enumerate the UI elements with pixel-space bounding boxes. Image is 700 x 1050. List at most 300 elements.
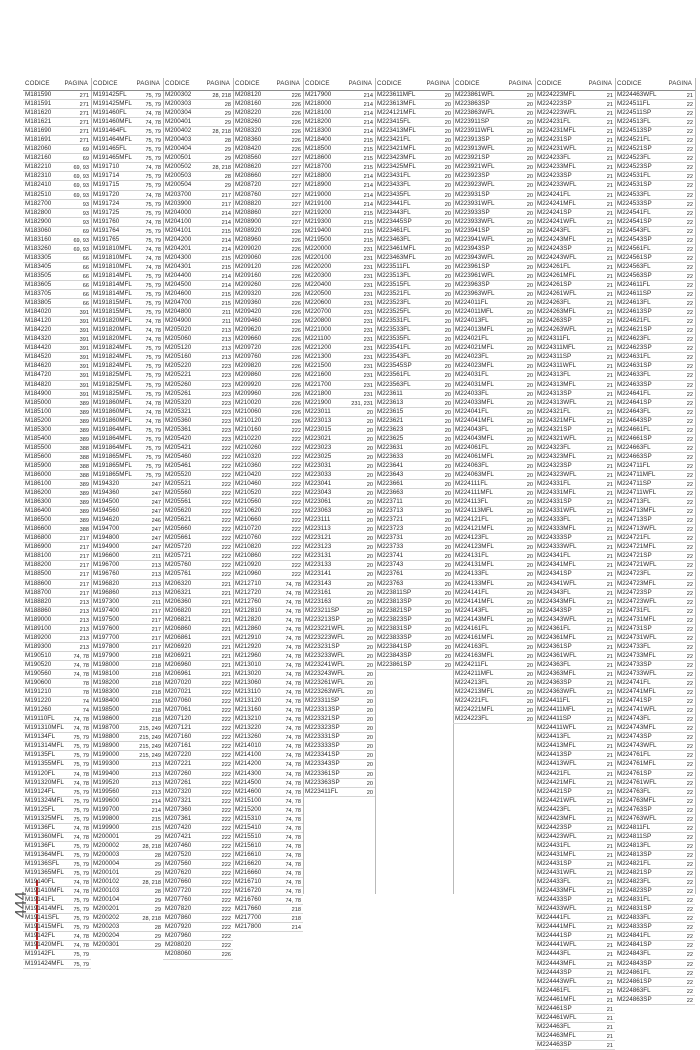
page-reference: 20 — [444, 301, 451, 308]
page-reference: 20 — [526, 246, 533, 253]
page-reference: 20 — [366, 463, 373, 470]
page-reference: 22 — [686, 726, 693, 733]
table-row — [163, 751, 233, 760]
table-row — [615, 950, 695, 959]
table-row — [375, 281, 453, 290]
table-row — [23, 353, 91, 362]
page-reference: 22 — [686, 509, 693, 516]
table-row — [535, 200, 615, 209]
product-code: M198200 — [93, 679, 120, 687]
table-row — [535, 209, 615, 218]
page-reference: 20 — [366, 500, 373, 507]
page-reference: 226 — [291, 418, 301, 425]
product-code: M191810MFL — [93, 244, 132, 252]
page-reference: 226 — [291, 111, 301, 118]
table-row — [375, 453, 453, 462]
table-row — [453, 371, 535, 380]
page-reference: 214 — [221, 237, 231, 244]
page-reference: 20 — [444, 391, 451, 398]
table-row — [615, 218, 695, 227]
product-code: M182510 — [25, 190, 52, 198]
table-row — [91, 136, 163, 145]
page-reference: 388 — [79, 472, 89, 479]
page-reference: 93 — [82, 210, 89, 217]
product-code: M191710 — [93, 163, 120, 171]
table-row — [23, 634, 91, 643]
product-code: M224841SP — [617, 941, 652, 949]
product-code: M224713WFL — [617, 525, 657, 533]
table-row — [163, 136, 233, 145]
page-reference: 227 — [291, 156, 301, 163]
page-reference: 21 — [606, 798, 613, 805]
table-row — [163, 941, 233, 950]
table-row — [375, 498, 453, 507]
product-code: M191815MFL — [93, 299, 132, 307]
table-row — [453, 344, 535, 353]
page-reference: 20 — [526, 527, 533, 534]
page-reference: 388 — [79, 454, 89, 461]
page-reference: 20 — [366, 491, 373, 498]
page-reference: 223 — [221, 409, 231, 416]
product-code: M215310 — [235, 814, 262, 822]
product-code: M223831SP — [377, 624, 412, 632]
page-reference: 221 — [221, 581, 231, 588]
table-row — [535, 625, 615, 634]
product-code: M224443FL — [537, 950, 571, 958]
product-code: M224413MFL — [537, 742, 576, 750]
page-reference: 22 — [686, 644, 693, 651]
table-row — [375, 552, 453, 561]
product-code: M223911SP — [455, 118, 490, 126]
table-row — [375, 245, 453, 254]
table-row — [615, 643, 695, 652]
page-reference: 213 — [221, 328, 231, 335]
table-row — [23, 299, 91, 308]
table-row — [91, 815, 163, 824]
column-header — [91, 78, 163, 91]
product-code: M224261MFL — [537, 271, 576, 279]
page-reference: 21 — [606, 735, 613, 742]
product-code: M191810MFL — [93, 262, 132, 270]
page-reference: 217 — [151, 644, 161, 651]
header-code-label: CODICE — [305, 80, 330, 87]
product-code: M209760 — [235, 353, 262, 361]
page-reference: 28, 218 — [142, 843, 161, 850]
page-reference: 20 — [366, 554, 373, 561]
page-reference: 20 — [444, 337, 451, 344]
product-code: M220100 — [305, 253, 332, 261]
page-reference: 20 — [366, 472, 373, 479]
table-row — [615, 815, 695, 824]
product-code: M19140FL — [25, 878, 56, 886]
table-row — [163, 118, 233, 127]
page-reference: 213 — [79, 644, 89, 651]
page-reference: 69, 93 — [73, 237, 89, 244]
product-code: M19136FL — [25, 823, 56, 831]
page-reference: 214 — [363, 120, 373, 127]
product-code: M197400 — [93, 606, 120, 614]
product-code: M224513FL — [617, 118, 651, 126]
table-row — [453, 570, 535, 579]
page-reference: 22 — [686, 518, 693, 525]
product-code: M191364MFL — [25, 850, 64, 858]
page-reference: 21 — [606, 282, 613, 289]
table-row — [91, 715, 163, 724]
product-code: M215610 — [235, 841, 262, 849]
product-code: M210260 — [235, 443, 262, 451]
page-reference: 22 — [686, 491, 693, 498]
table-row — [23, 670, 91, 679]
table-row — [615, 960, 695, 969]
page-reference: 21 — [606, 219, 613, 226]
page-reference: 20 — [366, 708, 373, 715]
page-reference: 20 — [366, 608, 373, 615]
table-row — [453, 200, 535, 209]
page-reference: 69, 93 — [73, 165, 89, 172]
page-reference: 218 — [151, 690, 161, 697]
page-reference: 28 — [224, 102, 231, 109]
page-reference: 271 — [79, 120, 89, 127]
product-code: M218600 — [305, 154, 332, 162]
product-code: M209720 — [235, 344, 262, 352]
table-row — [163, 227, 233, 236]
page-reference: 215, 249 — [139, 753, 161, 760]
product-code: M200102 — [93, 878, 120, 886]
page-reference: 28, 218 — [212, 129, 231, 136]
table-row — [535, 878, 615, 887]
table-row — [615, 842, 695, 851]
page-reference: 226 — [291, 382, 301, 389]
product-code: M203900 — [165, 199, 192, 207]
product-code: M224863SP — [617, 995, 652, 1003]
page-reference: 20 — [444, 138, 451, 145]
table-row — [375, 480, 453, 489]
product-code: M223015 — [305, 425, 332, 433]
table-row — [91, 317, 163, 326]
table-row — [23, 435, 91, 444]
table-row — [23, 706, 91, 715]
page-reference: 20 — [526, 102, 533, 109]
page-reference: 215 — [221, 228, 231, 235]
product-code: M223543FL — [377, 353, 411, 361]
table-row — [453, 435, 535, 444]
table-row — [615, 272, 695, 281]
table-row — [23, 580, 91, 589]
product-code: M206960 — [165, 660, 192, 668]
table-row — [91, 335, 163, 344]
table-row — [163, 661, 233, 670]
product-code: M208560 — [235, 154, 262, 162]
page-reference: 222 — [221, 563, 231, 570]
page-reference: 214 — [363, 111, 373, 118]
table-row — [535, 335, 615, 344]
table-row — [163, 435, 233, 444]
page-reference: 74, 78 — [285, 789, 301, 796]
product-code: M224221MFL — [455, 706, 494, 714]
table-row — [615, 172, 695, 181]
page-reference: 75, 79 — [145, 382, 161, 389]
page-reference: 22 — [686, 563, 693, 570]
table-row — [303, 679, 375, 688]
page-reference: 20 — [366, 509, 373, 516]
table-row — [233, 589, 303, 598]
product-code: M223321SP — [305, 715, 340, 723]
product-code: M223861WFL — [455, 91, 495, 98]
product-code: M191865MFL — [93, 461, 132, 469]
page-reference: 20 — [526, 346, 533, 353]
page-reference: 74, 78 — [285, 825, 301, 832]
table-row — [535, 742, 615, 751]
table-row — [163, 770, 233, 779]
page-reference: 217 — [79, 563, 89, 570]
product-code: M224833FL — [617, 914, 651, 922]
page-reference: 222 — [221, 527, 231, 534]
product-code: M205261 — [165, 389, 192, 397]
table-row — [233, 525, 303, 534]
product-code: M224363MFL — [537, 670, 576, 677]
table-row — [535, 914, 615, 923]
page-reference: 21 — [606, 861, 613, 868]
page-reference: 22 — [686, 382, 693, 389]
table-row — [233, 724, 303, 733]
product-code: M197900 — [93, 651, 120, 659]
product-code: M181621 — [25, 118, 52, 126]
column-rows — [615, 91, 695, 1005]
product-code: M182410 — [25, 181, 52, 189]
table-row — [615, 109, 695, 118]
table-row — [163, 824, 233, 833]
page-reference: 218 — [291, 907, 301, 914]
page-reference: 21 — [606, 337, 613, 344]
table-row — [453, 272, 535, 281]
page-reference: 74, 78 — [285, 617, 301, 624]
page-reference: 75, 79 — [73, 744, 89, 751]
page-reference: 22 — [686, 699, 693, 706]
product-code: M196860 — [93, 588, 120, 596]
page-reference: 223 — [221, 436, 231, 443]
page-reference: 22 — [686, 970, 693, 977]
page-reference: 20 — [444, 599, 451, 606]
product-code: M200402 — [165, 127, 192, 135]
product-code: M210460 — [235, 480, 262, 488]
table-row — [535, 842, 615, 851]
table-row — [233, 779, 303, 788]
page-reference: 227 — [291, 174, 301, 181]
table-row — [535, 444, 615, 453]
table-row — [615, 417, 695, 426]
page-reference: 74, 78 — [145, 255, 161, 262]
page-reference: 21 — [606, 599, 613, 606]
table-row — [375, 661, 453, 670]
table-row — [91, 272, 163, 281]
table-row — [163, 543, 233, 552]
table-row — [23, 878, 91, 887]
product-code: M191320MFL — [25, 778, 64, 786]
table-row — [163, 145, 233, 154]
page-reference: 213 — [221, 346, 231, 353]
table-row — [163, 290, 233, 299]
page-reference: 20 — [526, 373, 533, 380]
product-code: M208860 — [235, 208, 262, 216]
table-row — [453, 381, 535, 390]
page-reference: 74, 78 — [285, 735, 301, 742]
product-code: M224631SP — [617, 362, 652, 370]
page-reference: 222 — [291, 445, 301, 452]
product-code: M186800 — [25, 534, 52, 542]
table-row — [303, 362, 375, 371]
page-reference: 221 — [221, 590, 231, 597]
page-reference: 231 — [363, 264, 373, 271]
page-reference: 20 — [366, 436, 373, 443]
product-code: M224741FL — [617, 679, 651, 687]
table-row — [91, 941, 163, 950]
page-reference: 391 — [79, 319, 89, 326]
page-reference: 222 — [221, 825, 231, 832]
product-code: M223933WFL — [455, 217, 495, 225]
page-reference: 222 — [221, 554, 231, 561]
page-reference: 21 — [606, 988, 613, 995]
page-reference: 226 — [291, 93, 301, 99]
page-reference: 226 — [291, 138, 301, 145]
product-code: M224421WFL — [537, 796, 577, 804]
page-reference: 74, 78 — [285, 753, 301, 760]
product-code: M224413SP — [537, 751, 572, 759]
table-row — [233, 426, 303, 435]
page-reference: 22 — [686, 997, 693, 1004]
product-code: M190560 — [25, 670, 52, 677]
table-row — [615, 561, 695, 570]
table-row — [535, 426, 615, 435]
product-code: M191355MFL — [25, 760, 64, 768]
table-row — [233, 100, 303, 109]
page-reference: 389 — [79, 500, 89, 507]
product-code: M181590 — [25, 91, 52, 98]
page-reference: 20 — [366, 753, 373, 760]
product-code: M224711MFL — [617, 470, 656, 478]
product-code: M191465FL — [93, 145, 127, 153]
table-row — [233, 869, 303, 878]
page-reference: 21 — [606, 617, 613, 624]
table-row — [535, 661, 615, 670]
page-reference: 21 — [606, 843, 613, 850]
table-row — [163, 236, 233, 245]
index-column — [615, 78, 696, 1004]
page-reference: 20 — [444, 626, 451, 633]
table-row — [375, 444, 453, 453]
table-row — [163, 480, 233, 489]
table-row — [535, 109, 615, 118]
product-code: M191415MFL — [25, 923, 64, 931]
product-code: M224531FL — [617, 172, 651, 180]
product-code: M224313SP — [537, 389, 572, 397]
table-row — [615, 435, 695, 444]
product-code: M223861SP — [377, 660, 412, 668]
product-code: M191460FL — [93, 109, 127, 117]
product-code: M191460MFL — [93, 118, 132, 126]
product-code: M207221 — [165, 760, 192, 768]
product-code: M191414MFL — [25, 905, 64, 913]
page-reference: 21 — [606, 934, 613, 941]
product-code: M224323SP — [537, 461, 572, 469]
product-code: M209660 — [235, 335, 262, 343]
page-reference: 221 — [221, 635, 231, 642]
page-reference: 222 — [291, 482, 301, 489]
table-row — [233, 299, 303, 308]
table-row — [163, 172, 233, 181]
product-code: M183305 — [25, 253, 52, 261]
product-code: M224121MFL — [377, 109, 416, 117]
product-code: M209360 — [235, 299, 262, 307]
page-reference: 21 — [606, 382, 613, 389]
page-reference: 74, 78 — [73, 780, 89, 787]
page-reference: 20 — [526, 364, 533, 371]
table-row — [303, 480, 375, 489]
product-code: M224623SP — [617, 344, 652, 352]
product-code: M224131MFL — [455, 561, 494, 569]
product-code: M204101 — [165, 226, 192, 234]
product-code: M223943WFL — [455, 253, 495, 261]
table-row — [453, 218, 535, 227]
product-code: M184820 — [25, 380, 52, 388]
product-code: M224711FL — [617, 461, 651, 469]
table-row — [91, 390, 163, 399]
product-code: M223063 — [305, 507, 332, 515]
table-row — [303, 317, 375, 326]
page-reference: 231 — [363, 373, 373, 380]
page-reference: 20 — [444, 237, 451, 244]
page-reference: 74, 78 — [285, 626, 301, 633]
product-code: M217900 — [305, 91, 332, 98]
product-code: M224821SP — [617, 869, 652, 877]
product-code: M224261WFL — [537, 290, 577, 298]
table-row — [91, 833, 163, 842]
table-row — [375, 344, 453, 353]
page-reference: 29 — [154, 898, 161, 905]
table-row — [91, 797, 163, 806]
table-row — [535, 308, 615, 317]
page-reference: 74, 78 — [145, 337, 161, 344]
page-reference: 247 — [151, 491, 161, 498]
table-row — [91, 688, 163, 697]
table-row — [375, 209, 453, 218]
product-code: M209160 — [235, 271, 262, 279]
header-code-label: CODICE — [455, 80, 480, 87]
page-reference: 21 — [606, 807, 613, 814]
page-reference: 66 — [82, 282, 89, 289]
product-code: M224831SP — [617, 905, 652, 913]
product-code: M186200 — [25, 489, 52, 497]
page-reference: 215 — [363, 228, 373, 235]
table-row — [453, 489, 535, 498]
product-code: M205660 — [165, 525, 192, 533]
product-code: M196600 — [93, 552, 120, 560]
table-row — [163, 381, 233, 390]
product-code: M224513SP — [617, 127, 652, 135]
table-row — [163, 426, 233, 435]
product-code: M224361MFL — [537, 633, 576, 641]
product-code: M223621 — [377, 416, 404, 424]
table-row — [163, 390, 233, 399]
page-reference: 20 — [366, 545, 373, 552]
page-reference: 74, 78 — [285, 852, 301, 859]
table-row — [233, 905, 303, 914]
product-code: M199000 — [93, 751, 120, 759]
page-reference: 21 — [606, 726, 613, 733]
page-reference: 74, 78 — [145, 319, 161, 326]
product-code: M223121 — [305, 534, 332, 542]
product-code: M224311FL — [537, 335, 571, 343]
product-code: M19124FL — [25, 787, 56, 795]
